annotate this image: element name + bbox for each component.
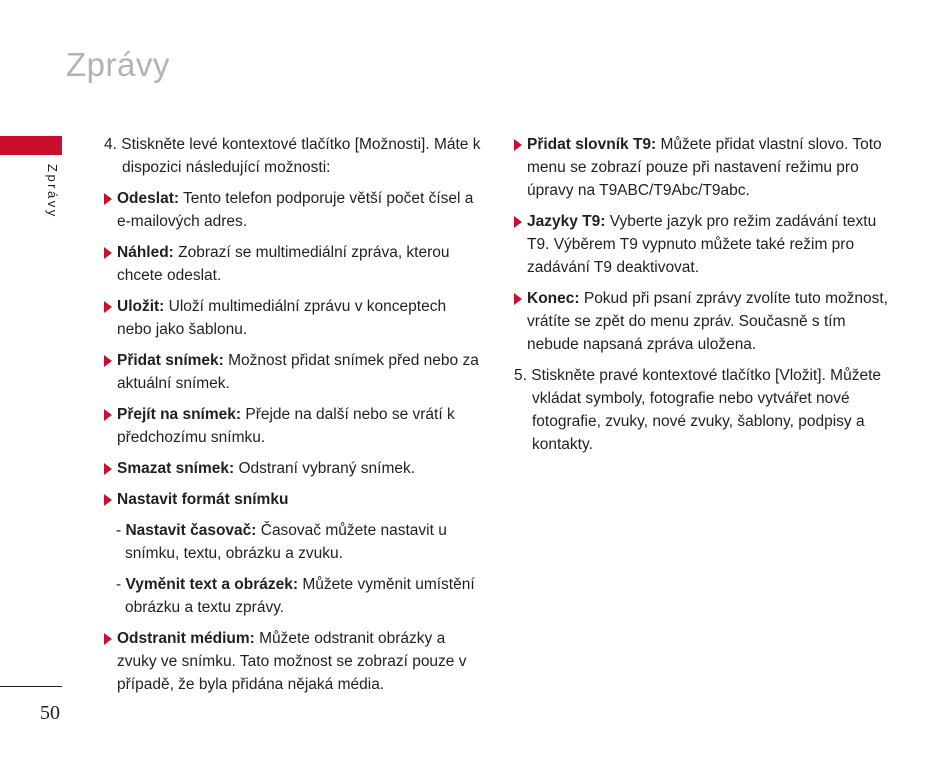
triangle-bullet-icon: [104, 409, 112, 421]
option-description: Zobrazí se multimediální zpráva, kterou chcete odeslat.: [117, 244, 450, 284]
option-slide-format: [104, 488, 484, 511]
option-description: Uloží multimediální zprávu v konceptech nebo jako šablonu.: [117, 298, 447, 338]
step-4-intro: 4. Stiskněte levé kontextové tlačítko [Možnosti]. Máte k dispozici následující možnosti:: [104, 136, 481, 176]
option-description: Přejde na další nebo se vrátí k předchozímu snímku.: [117, 406, 455, 446]
triangle-bullet-icon: [514, 139, 522, 151]
triangle-bullet-icon: [514, 293, 522, 305]
option-description: Možnost přidat snímek před nebo za aktuální snímek.: [117, 352, 479, 392]
option-remove-media: [104, 627, 484, 696]
option-add-slide: [104, 349, 484, 395]
page-number: 50: [40, 702, 60, 724]
option-term: Odstranit médium:: [117, 630, 255, 647]
section-tab-marker: [0, 136, 62, 155]
page-title: Zprávy: [66, 46, 170, 83]
option-preview: [104, 241, 484, 287]
suboption-description: Časovač můžete nastavit u snímku, textu, obrázku a zvuku.: [125, 522, 447, 562]
right-column: [514, 133, 894, 464]
option-delete-slide: [104, 457, 484, 480]
option-t9-languages: [514, 210, 894, 279]
option-term: Přidat slovník T9:: [527, 136, 657, 153]
option-description: Můžete přidat vlastní slovo. Toto menu se zobrazí pouze při nastavení režimu pro úpravy na T9ABC/T9Abc/T9abc.: [527, 136, 882, 199]
option-description: Pokud při psaní zprávy zvolíte tuto možnost, vrátíte se zpět do menu zpráv. Současně s tím nebude napsaná zpráva uložena.: [527, 290, 888, 353]
triangle-bullet-icon: [104, 301, 112, 313]
step-5-outro: 5. Stiskněte pravé kontextové tlačítko [Vložit]. Můžete vkládat symboly, fotografie nebo vytvářet nové fotografie, zvuky, nové zvuky, šablony, podpisy a kontakty.: [514, 367, 882, 453]
option-term: Smazat snímek:: [117, 460, 235, 477]
option-term: Přidat snímek:: [117, 352, 224, 369]
option-go-to-slide: [104, 403, 484, 449]
option-add-t9-dictionary: [514, 133, 894, 202]
option-term: Konec:: [527, 290, 580, 307]
option-description: Můžete odstranit obrázky a zvuky ve snímku. Tato možnost se zobrazí pouze v případě, že byla přidána nějaká média.: [117, 630, 467, 693]
footer-divider: [0, 686, 62, 687]
option-send: [104, 187, 484, 233]
triangle-bullet-icon: [104, 193, 112, 205]
suboption-swap-text-image: - Vyměnit text a obrázek: Můžete vyměnit umístění obrázku a textu zprávy.: [116, 576, 475, 616]
option-term: Přejít na snímek:: [117, 406, 242, 423]
section-side-label: Zprávy: [45, 164, 60, 219]
option-description: Odstraní vybraný snímek.: [234, 460, 416, 477]
option-description: Vyberte jazyk pro režim zadávání textu T9. Výběrem T9 vypnuto můžete také režim pro zadávání T9 deaktivovat.: [527, 213, 877, 276]
suboption-description: Můžete vyměnit umístění obrázku a textu zprávy.: [125, 576, 475, 616]
option-save: [104, 295, 484, 341]
suboption-term: Vyměnit text a obrázek:: [125, 576, 299, 593]
triangle-bullet-icon: [104, 247, 112, 259]
triangle-bullet-icon: [104, 633, 112, 645]
suboption-set-timer: - Nastavit časovač: Časovač můžete nastavit u snímku, textu, obrázku a zvuku.: [116, 522, 447, 562]
option-exit: [514, 287, 894, 356]
suboption-term: Nastavit časovač:: [125, 522, 257, 539]
triangle-bullet-icon: [104, 463, 112, 475]
option-description: Tento telefon podporuje větší počet čísel a e-mailových adres.: [117, 190, 474, 230]
triangle-bullet-icon: [514, 216, 522, 228]
option-term: Jazyky T9:: [527, 213, 606, 230]
option-term: Odeslat:: [117, 190, 180, 207]
option-term: Nastavit formát snímku: [117, 491, 289, 508]
option-term: Uložit:: [117, 298, 165, 315]
triangle-bullet-icon: [104, 494, 112, 506]
option-term: Náhled:: [117, 244, 174, 261]
left-column: [104, 133, 484, 704]
triangle-bullet-icon: [104, 355, 112, 367]
